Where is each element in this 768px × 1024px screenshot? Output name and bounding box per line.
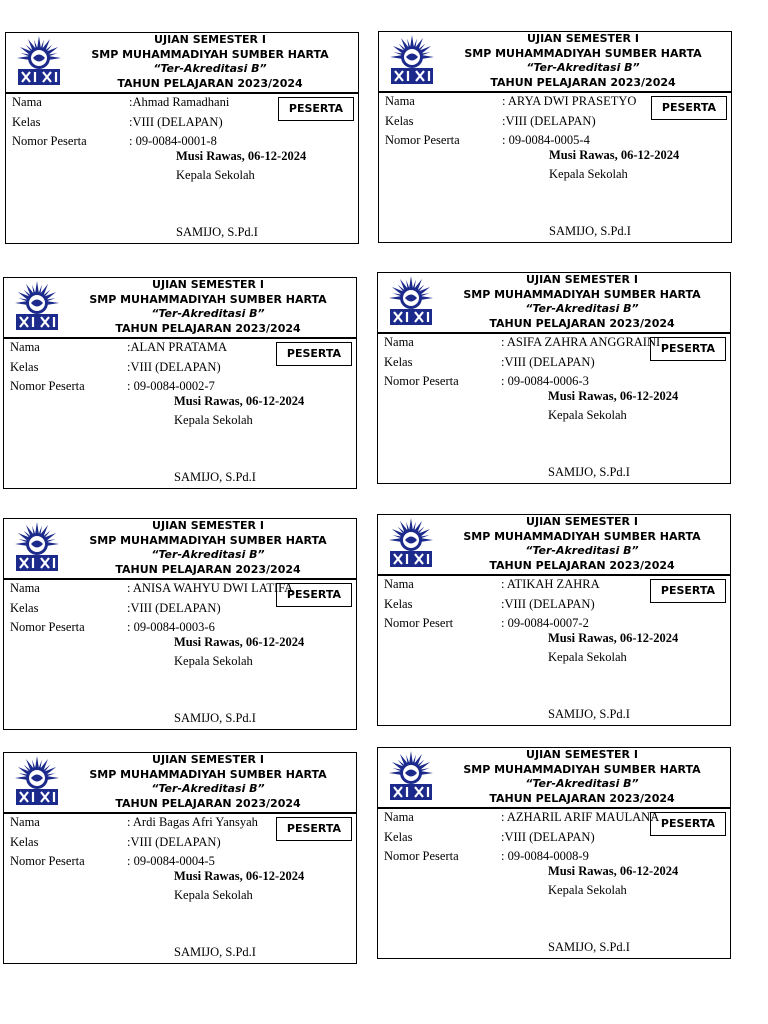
exam-title: UJIAN SEMESTER I: [152, 278, 264, 291]
kelas-value: :VIII (DELAPAN): [501, 354, 595, 369]
card-header: [66, 753, 350, 811]
principal-title: Kepala Sekolah: [548, 650, 627, 664]
nomor-value: : 09-0084-0003-6: [127, 620, 215, 634]
accreditation: “Ter-Akreditasi B”: [151, 548, 265, 562]
nomor-value: : 09-0084-0005-4: [502, 133, 590, 147]
exam-card: [5, 32, 359, 244]
place-date: Musi Rawas, 06-12-2024: [548, 389, 679, 403]
kelas-value: :VIII (DELAPAN): [127, 359, 221, 374]
principal-signature-name: SAMIJO, S.Pd.I: [548, 465, 630, 479]
card-header: [68, 33, 352, 91]
card-header: [440, 748, 724, 806]
nama-value: : Ardi Bagas Afri Yansyah: [127, 815, 258, 829]
principal-title: Kepala Sekolah: [174, 654, 253, 668]
academic-year: TAHUN PELAJARAN 2023/2024: [117, 76, 303, 90]
exam-title: UJIAN SEMESTER I: [527, 32, 639, 45]
nomor-value: : 09-0084-0001-8: [129, 134, 217, 148]
kelas-label: Kelas: [10, 834, 39, 849]
nama-label: Nama: [10, 340, 40, 354]
principal-signature-name: SAMIJO, S.Pd.I: [549, 224, 631, 238]
accreditation: “Ter-Akreditasi B”: [525, 777, 639, 791]
peserta-badge: PESERTA: [276, 342, 352, 366]
accreditation: “Ter-Akreditasi B”: [151, 782, 265, 796]
peserta-badge: PESERTA: [276, 583, 352, 607]
school-logo-icon: [10, 521, 64, 575]
nama-value: :ALAN PRATAMA: [127, 340, 228, 354]
kelas-label: Kelas: [384, 354, 413, 369]
school-name: SMP MUHAMMADIYAH SUMBER HARTA: [91, 47, 329, 61]
place-date: Musi Rawas, 06-12-2024: [174, 394, 305, 408]
principal-signature-name: SAMIJO, S.Pd.I: [548, 707, 630, 721]
accreditation: “Ter-Akreditasi B”: [525, 302, 639, 316]
principal-signature-name: SAMIJO, S.Pd.I: [548, 940, 630, 954]
school-name: SMP MUHAMMADIYAH SUMBER HARTA: [463, 762, 701, 776]
peserta-badge: PESERTA: [650, 579, 726, 603]
principal-title: Kepala Sekolah: [549, 167, 628, 181]
peserta-badge: PESERTA: [276, 817, 352, 841]
nomor-value: : 09-0084-0006-3: [501, 374, 589, 388]
principal-signature-name: SAMIJO, S.Pd.I: [174, 470, 256, 484]
card-header: [66, 519, 350, 577]
school-logo-icon: [384, 275, 438, 329]
nama-value: : ANISA WAHYU DWI LATIFA: [127, 581, 294, 595]
principal-title: Kepala Sekolah: [176, 168, 255, 182]
exam-title: UJIAN SEMESTER I: [152, 519, 264, 532]
exam-card: [3, 277, 357, 489]
exam-card: [377, 272, 731, 484]
nama-label: Nama: [384, 810, 414, 824]
nama-label: Nama: [384, 335, 414, 349]
nama-value: :Ahmad Ramadhani: [129, 95, 230, 109]
kelas-value: :VIII (DELAPAN): [127, 600, 221, 615]
school-name: SMP MUHAMMADIYAH SUMBER HARTA: [463, 529, 701, 543]
kelas-value: :VIII (DELAPAN): [501, 596, 595, 611]
nomor-label: Nomor Peserta: [385, 133, 460, 147]
accreditation: “Ter-Akreditasi B”: [526, 61, 640, 75]
exam-title: UJIAN SEMESTER I: [152, 753, 264, 766]
school-name: SMP MUHAMMADIYAH SUMBER HARTA: [89, 533, 327, 547]
peserta-badge: PESERTA: [278, 97, 354, 121]
kelas-value: :VIII (DELAPAN): [129, 114, 223, 129]
principal-signature-name: SAMIJO, S.Pd.I: [174, 711, 256, 725]
principal-signature-name: SAMIJO, S.Pd.I: [176, 225, 258, 239]
academic-year: TAHUN PELAJARAN 2023/2024: [490, 75, 676, 89]
academic-year: TAHUN PELAJARAN 2023/2024: [115, 796, 301, 810]
accreditation: “Ter-Akreditasi B”: [151, 307, 265, 321]
nomor-label: Nomor Peserta: [384, 849, 459, 863]
nomor-value: : 09-0084-0002-7: [127, 379, 215, 393]
nama-value: : ARYA DWI PRASETYO: [502, 94, 637, 108]
exam-card: [3, 752, 357, 964]
school-logo-icon: [385, 34, 439, 88]
peserta-badge: PESERTA: [650, 812, 726, 836]
card-header: [440, 515, 724, 573]
peserta-badge: PESERTA: [650, 337, 726, 361]
peserta-badge: PESERTA: [651, 96, 727, 120]
kelas-label: Kelas: [384, 829, 413, 844]
card-header: [440, 273, 724, 331]
kelas-label: Kelas: [384, 596, 413, 611]
academic-year: TAHUN PELAJARAN 2023/2024: [489, 558, 675, 572]
place-date: Musi Rawas, 06-12-2024: [174, 635, 305, 649]
nama-value: : ATIKAH ZAHRA: [501, 577, 600, 591]
kelas-label: Kelas: [12, 114, 41, 129]
school-name: SMP MUHAMMADIYAH SUMBER HARTA: [463, 287, 701, 301]
kelas-label: Kelas: [10, 359, 39, 374]
accreditation: “Ter-Akreditasi B”: [525, 544, 639, 558]
school-logo-icon: [384, 750, 438, 804]
exam-card: [377, 514, 731, 726]
nomor-value: : 09-0084-0008-9: [501, 849, 589, 863]
academic-year: TAHUN PELAJARAN 2023/2024: [115, 562, 301, 576]
kelas-label: Kelas: [385, 113, 414, 128]
nomor-label: Nomor Peserta: [10, 620, 85, 634]
card-header: [441, 32, 725, 90]
school-logo-icon: [10, 280, 64, 334]
principal-title: Kepala Sekolah: [548, 408, 627, 422]
place-date: Musi Rawas, 06-12-2024: [174, 869, 305, 883]
nama-label: Nama: [12, 95, 42, 109]
academic-year: TAHUN PELAJARAN 2023/2024: [115, 321, 301, 335]
principal-title: Kepala Sekolah: [548, 883, 627, 897]
exam-title: UJIAN SEMESTER I: [154, 33, 266, 46]
nomor-label: Nomor Pesert: [384, 616, 454, 630]
exam-card: [377, 747, 731, 959]
academic-year: TAHUN PELAJARAN 2023/2024: [489, 791, 675, 805]
accreditation: “Ter-Akreditasi B”: [153, 62, 267, 76]
nomor-label: Nomor Peserta: [384, 374, 459, 388]
kelas-label: Kelas: [10, 600, 39, 615]
nomor-label: Nomor Peserta: [10, 854, 85, 868]
nomor-value: : 09-0084-0004-5: [127, 854, 215, 868]
school-name: SMP MUHAMMADIYAH SUMBER HARTA: [89, 292, 327, 306]
exam-title: UJIAN SEMESTER I: [526, 515, 638, 528]
exam-card: [3, 518, 357, 730]
principal-signature-name: SAMIJO, S.Pd.I: [174, 945, 256, 959]
school-name: SMP MUHAMMADIYAH SUMBER HARTA: [89, 767, 327, 781]
nama-label: Nama: [384, 577, 414, 591]
place-date: Musi Rawas, 06-12-2024: [549, 148, 680, 162]
place-date: Musi Rawas, 06-12-2024: [548, 631, 679, 645]
exam-card: [378, 31, 732, 243]
exam-title: UJIAN SEMESTER I: [526, 748, 638, 761]
school-logo-icon: [10, 755, 64, 809]
place-date: Musi Rawas, 06-12-2024: [176, 149, 307, 163]
kelas-value: :VIII (DELAPAN): [502, 113, 596, 128]
kelas-value: :VIII (DELAPAN): [501, 829, 595, 844]
academic-year: TAHUN PELAJARAN 2023/2024: [489, 316, 675, 330]
principal-title: Kepala Sekolah: [174, 888, 253, 902]
nama-label: Nama: [10, 581, 40, 595]
nama-label: Nama: [10, 815, 40, 829]
nomor-label: Nomor Peserta: [10, 379, 85, 393]
school-logo-icon: [384, 517, 438, 571]
card-header: [66, 278, 350, 336]
nama-value: : ASIFA ZAHRA ANGGRAINI: [501, 335, 661, 349]
nomor-value: : 09-0084-0007-2: [501, 616, 589, 630]
principal-title: Kepala Sekolah: [174, 413, 253, 427]
nomor-label: Nomor Peserta: [12, 134, 87, 148]
school-name: SMP MUHAMMADIYAH SUMBER HARTA: [464, 46, 702, 60]
school-logo-icon: [12, 35, 66, 89]
place-date: Musi Rawas, 06-12-2024: [548, 864, 679, 878]
nama-value: : AZHARIL ARIF MAULANA: [501, 810, 660, 824]
kelas-value: :VIII (DELAPAN): [127, 834, 221, 849]
nama-label: Nama: [385, 94, 415, 108]
exam-title: UJIAN SEMESTER I: [526, 273, 638, 286]
